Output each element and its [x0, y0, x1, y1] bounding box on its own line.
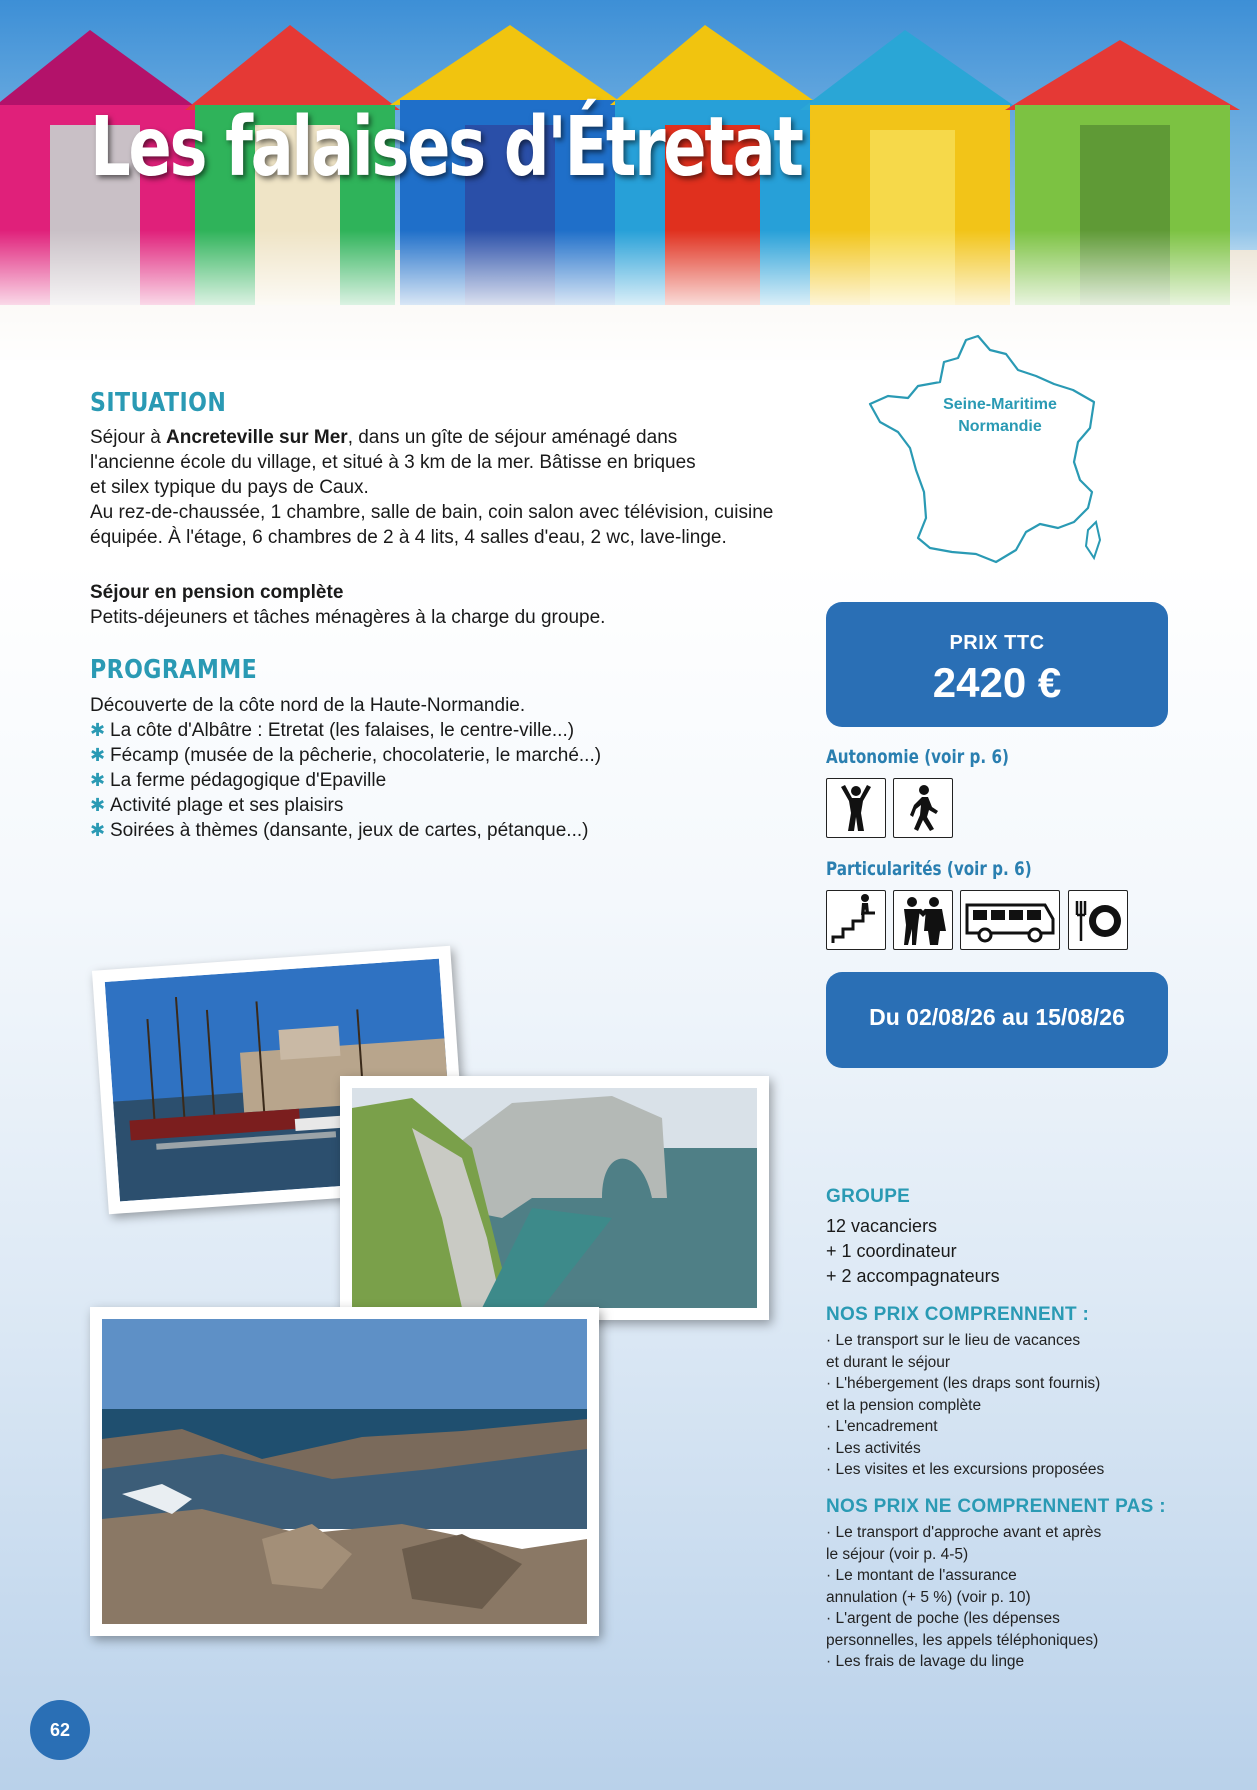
asterisk-icon: ✱: [90, 770, 106, 790]
minibus-icon: [960, 890, 1060, 950]
page-title: Les falaises d'Étretat: [90, 100, 802, 195]
asterisk-icon: ✱: [90, 820, 106, 840]
list-item: ✱ Soirées à thèmes (dansante, jeux de cartes, pétanque...): [90, 820, 589, 841]
list-item: · Les frais de lavage du linge: [826, 1653, 1025, 1670]
list-item: ✱ Activité plage et ses plaisirs: [90, 795, 344, 816]
couple-heart-icon: [893, 890, 953, 950]
comprennent-list: [826, 1330, 1104, 1481]
particularites-label: Particularités (voir p. 6): [826, 858, 1032, 880]
list-item: ✱ Fécamp (musée de la pêcherie, chocolaterie, le marché...): [90, 745, 602, 766]
list-item: le séjour (voir p. 4-5): [826, 1545, 969, 1563]
ne-comprennent-list: [826, 1522, 1101, 1673]
france-map-icon: [868, 332, 1104, 572]
groupe-heading: GROUPE: [826, 1186, 911, 1207]
date-range: Du 02/08/26 au 15/08/26: [869, 1004, 1125, 1030]
list-item: · Les visites et les excursions proposées: [826, 1461, 1105, 1478]
list-item: · Le transport sur le lieu de vacances: [826, 1332, 1081, 1349]
list-item: et la pension complète: [826, 1396, 982, 1414]
list-item: et durant le séjour: [826, 1353, 951, 1371]
list-item: ✱ La côte d'Albâtre : Etretat (les falaises, le centre-ville...): [90, 720, 575, 741]
person-arms-up-icon: [826, 778, 886, 838]
situation-text: Séjour à Ancreteville sur Mer, dans un gîte de séjour aménagé dans l'ancienne école du village, et situé à 3 km de la mer. Bâtisse en briques et silex typique du pays de Caux. Au rez-de-chaussée, 1 chambre, salle de bain, coin salon avec télévision, cuisine équipée. À l'étage, 6 chambres de 2 à 4 lits, 4 salles d'eau, 2 wc, lave-linge.: [90, 427, 774, 548]
programme-list: [90, 718, 601, 843]
ne-comprennent-heading: NOS PRIX NE COMPRENNENT PAS :: [826, 1496, 1166, 1517]
comprennent-heading: NOS PRIX COMPRENNENT :: [826, 1304, 1090, 1325]
pension-text: Petits-déjeuners et tâches ménagères à la charge du groupe.: [90, 607, 606, 628]
date-box: [826, 972, 1168, 1068]
programme-intro: Découverte de la côte nord de la Haute-Normandie.: [90, 695, 526, 716]
list-item: · Les activités: [826, 1439, 921, 1457]
price-box: [826, 602, 1168, 727]
list-item: · L'hébergement (les draps sont fournis): [826, 1375, 1101, 1392]
groupe-text: 12 vacanciers + 1 coordinateur + 2 accompagnateurs: [826, 1216, 1000, 1286]
list-item: personnelles, les appels téléphoniques): [826, 1631, 1099, 1649]
location-label: Seine-Maritime Normandie: [943, 396, 1057, 435]
list-item: · Le montant de l'assurance: [826, 1567, 1017, 1584]
walking-person-icon: [893, 778, 953, 838]
price-value: 2420 €: [932, 659, 1062, 706]
cliff-photo: [340, 1076, 769, 1320]
list-item: annulation (+ 5 %) (voir p. 10): [826, 1588, 1031, 1606]
pension-block: [90, 580, 605, 630]
header-banner: [0, 0, 1257, 360]
list-item: · L'argent de poche (les dépenses: [826, 1610, 1060, 1627]
situation-heading: SITUATION: [90, 388, 227, 418]
price-label: PRIX TTC: [949, 632, 1045, 654]
list-item: ✱ La ferme pédagogique d'Epaville: [90, 770, 387, 791]
rocky-coast-photo: [90, 1307, 599, 1636]
list-item: · L'encadrement: [826, 1418, 938, 1435]
pension-title: Séjour en pension complète: [90, 582, 344, 603]
fork-plate-icon: [1068, 890, 1128, 950]
asterisk-icon: ✱: [90, 720, 106, 740]
asterisk-icon: ✱: [90, 795, 106, 815]
programme-heading: PROGRAMME: [90, 655, 258, 685]
page-number: 62: [30, 1700, 90, 1760]
list-item: · Le transport d'approche avant et après: [826, 1524, 1102, 1541]
asterisk-icon: ✱: [90, 745, 106, 765]
stairs-icon: [826, 890, 886, 950]
autonomie-label: Autonomie (voir p. 6): [826, 746, 1009, 768]
